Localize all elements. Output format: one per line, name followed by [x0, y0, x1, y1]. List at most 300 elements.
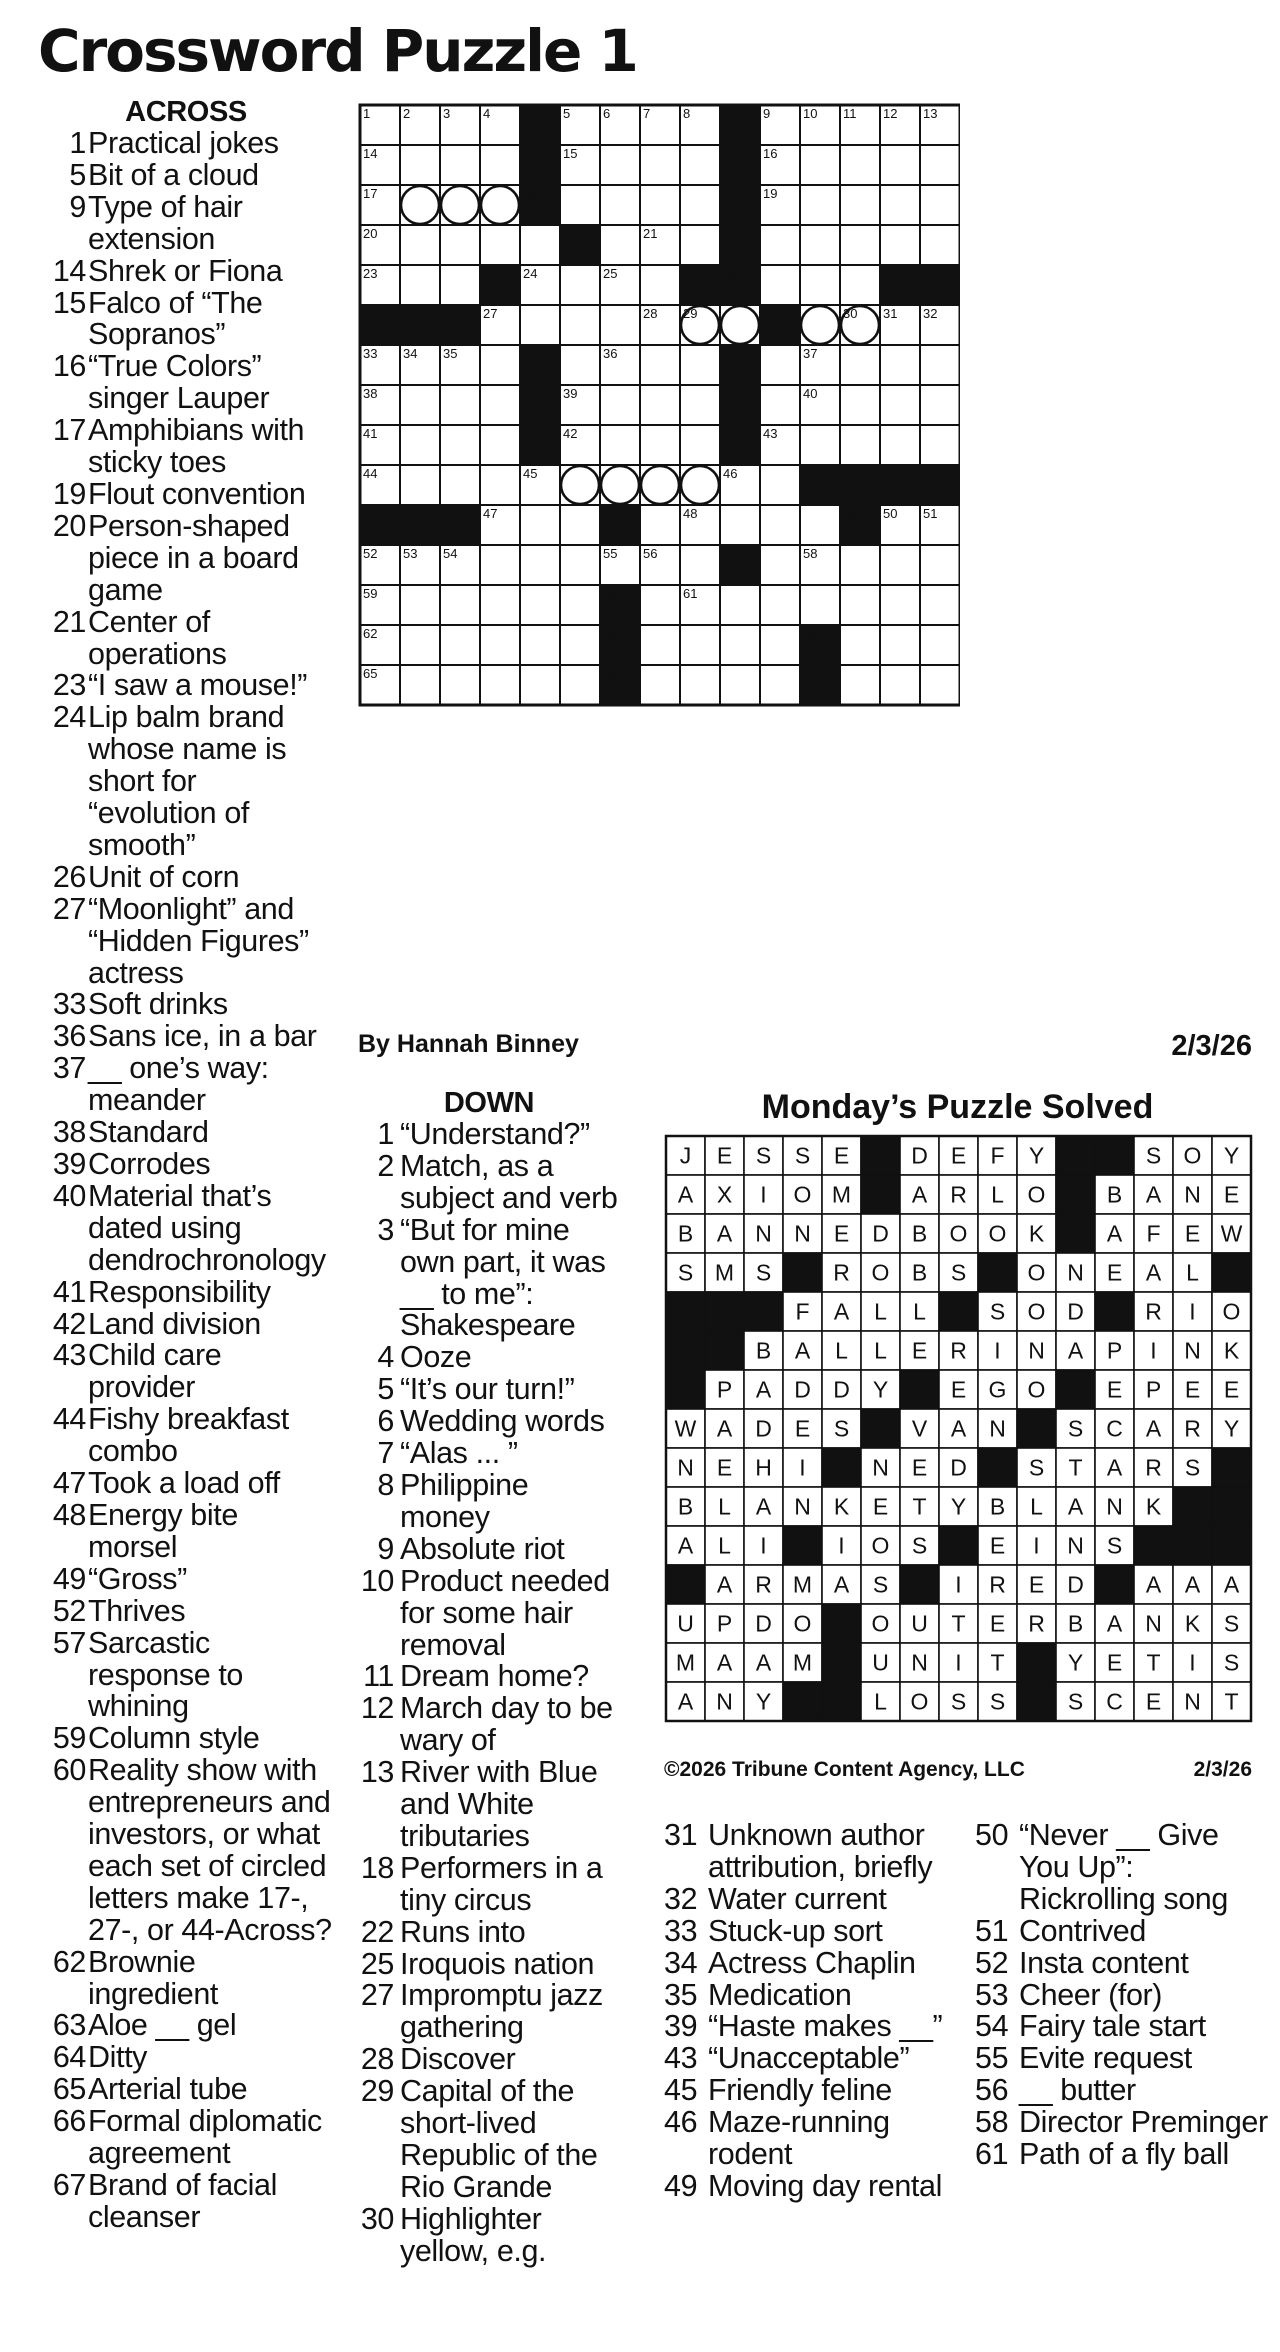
clue-number: 5 [377, 1372, 394, 1407]
grid-cell[interactable] [760, 225, 800, 265]
clue-number: 16 [52, 349, 86, 384]
grid-cell[interactable] [840, 385, 880, 425]
solution-letter: T [1068, 1454, 1083, 1481]
grid-cell[interactable] [880, 625, 920, 665]
grid-cell[interactable] [560, 585, 600, 625]
solution-letter: M [792, 1649, 813, 1676]
grid-cell[interactable] [520, 545, 560, 585]
grid-cell[interactable] [520, 585, 560, 625]
black-square [920, 265, 960, 305]
solution-black-square [1173, 1526, 1212, 1565]
grid-cell[interactable] [480, 385, 520, 425]
clue-across-52 [40, 1593, 332, 1628]
cell-number: 27 [483, 306, 498, 321]
grid-cell[interactable] [640, 625, 680, 665]
solution-letter: I [1189, 1649, 1196, 1676]
solution-letter: N [872, 1454, 889, 1481]
solution-black-square [1017, 1409, 1056, 1448]
solution-letter: S [1028, 1454, 1045, 1481]
clue-number: 28 [360, 2042, 394, 2077]
solution-letter: A [677, 1688, 694, 1715]
clue-number: 66 [52, 2104, 86, 2139]
solution-black-square [1017, 1643, 1056, 1682]
clue-text: “Moonlight” and “Hidden Figures” actress [88, 891, 309, 990]
grid-cell[interactable] [840, 425, 880, 465]
grid-cell[interactable] [440, 625, 480, 665]
cell-number: 54 [443, 546, 458, 561]
solution-letter: E [911, 1454, 928, 1481]
clue-number: 56 [975, 2073, 1009, 2108]
grid-cell[interactable] [760, 265, 800, 305]
solution-letter: N [1184, 1688, 1201, 1715]
solution-black-square [1212, 1526, 1251, 1565]
solution-letter: O [949, 1220, 968, 1247]
grid-cell[interactable] [920, 185, 960, 225]
clue-text: Discover [400, 2042, 516, 2077]
clue-number: 11 [363, 1659, 394, 1694]
grid-cell[interactable] [920, 345, 960, 385]
grid-cell[interactable] [600, 145, 640, 185]
grid-cell[interactable] [920, 585, 960, 625]
clue-text: Cheer (for) [1019, 1977, 1163, 2012]
grid-cell[interactable] [800, 425, 840, 465]
grid-cell[interactable] [560, 545, 600, 585]
grid-cell[interactable] [480, 585, 520, 625]
clue-text: Ooze [400, 1340, 472, 1375]
grid-cell[interactable] [800, 145, 840, 185]
grid-cell[interactable] [640, 385, 680, 425]
grid-cell[interactable] [480, 225, 520, 265]
grid-cell[interactable] [400, 465, 440, 505]
grid-cell[interactable] [680, 225, 720, 265]
clue-number: 29 [360, 2074, 394, 2109]
grid-cell[interactable] [400, 425, 440, 465]
solution-letter: B [911, 1220, 928, 1247]
grid-cell[interactable] [800, 505, 840, 545]
solution-letter: S [1145, 1142, 1162, 1169]
solution-letter: Y [1067, 1649, 1084, 1676]
grid-cell[interactable] [440, 385, 480, 425]
clue-number: 62 [52, 1944, 86, 1979]
grid-cell[interactable] [600, 305, 640, 345]
clue-text: Standard [88, 1115, 209, 1150]
solution-black-square [1212, 1253, 1251, 1292]
grid-cell[interactable] [560, 625, 600, 665]
black-square [360, 505, 400, 545]
grid-cell[interactable] [480, 145, 520, 185]
grid-cell[interactable] [680, 185, 720, 225]
grid-cell[interactable] [520, 505, 560, 545]
solution-letter: C [1106, 1688, 1123, 1715]
solution-letter: N [716, 1688, 733, 1715]
cell-number: 3 [443, 106, 451, 121]
grid-cell[interactable] [440, 665, 480, 705]
clue-text: Child care provider [88, 1338, 222, 1405]
solution-letter: S [989, 1688, 1006, 1715]
grid-cell[interactable] [640, 265, 680, 305]
grid-cell[interactable] [720, 585, 760, 625]
grid-cell[interactable] [800, 585, 840, 625]
grid-cell[interactable] [920, 145, 960, 185]
grid-cell[interactable] [560, 345, 600, 385]
solution-letter: A [833, 1571, 850, 1598]
grid-cell[interactable] [920, 225, 960, 265]
grid-cell[interactable] [640, 145, 680, 185]
grid-cell[interactable] [680, 345, 720, 385]
solution-letter: X [716, 1181, 733, 1208]
grid-cell[interactable] [440, 585, 480, 625]
grid-cell[interactable] [480, 345, 520, 385]
clue-text: Fishy breakfast combo [88, 1402, 289, 1469]
grid-cell[interactable] [880, 425, 920, 465]
cell-number: 39 [563, 386, 578, 401]
grid-cell[interactable] [680, 145, 720, 185]
solution-letter: E [1145, 1688, 1162, 1715]
solution-black-square [666, 1331, 705, 1370]
grid-cell[interactable] [880, 585, 920, 625]
solution-letter: D [911, 1142, 928, 1169]
solution-letter: E [1106, 1376, 1123, 1403]
clue-text: Fairy tale start [1019, 2009, 1206, 2044]
cell-number: 60 [603, 586, 618, 601]
clue-down-cont-b-61 [975, 2139, 1275, 2171]
clue-number: 39 [52, 1147, 86, 1181]
grid-cell[interactable] [880, 145, 920, 185]
clue-across-66 [40, 2106, 332, 2170]
clue-number: 46 [664, 2105, 698, 2140]
clue-text: Reality show with entrepreneurs and investors, or what each set of circled letters make 17-, 27-, or 44-Across? [88, 1753, 332, 1947]
clue-down-cont-a-46 [664, 2107, 964, 2171]
solution-letter: S [950, 1688, 967, 1715]
solution-letter: N [794, 1493, 811, 1520]
solution-letter: R [1145, 1454, 1162, 1481]
solution-black-square [1212, 1448, 1251, 1487]
grid-cell[interactable] [840, 265, 880, 305]
solution-black-square [1056, 1175, 1095, 1214]
clue-number: 24 [52, 700, 86, 735]
cell-number: 23 [363, 266, 378, 281]
solution-letter: F [1146, 1220, 1161, 1247]
cell-number: 13 [923, 106, 938, 121]
solution-letter: A [1106, 1610, 1123, 1637]
solution-letter: S [794, 1142, 811, 1169]
grid-cell[interactable] [640, 505, 680, 545]
cell-number: 1 [363, 106, 371, 121]
clue-across-48 [40, 1497, 332, 1564]
clue-across-26 [40, 859, 332, 894]
clue-down-4 [358, 1342, 620, 1374]
solution-letter: I [760, 1181, 767, 1208]
clue-across-14 [40, 253, 332, 288]
grid-cell[interactable] [560, 265, 600, 305]
grid-cell[interactable] [680, 545, 720, 585]
grid-cell[interactable] [840, 345, 880, 385]
grid-cell[interactable] [440, 425, 480, 465]
solution-letter: Y [1223, 1142, 1240, 1169]
grid-cell[interactable] [520, 625, 560, 665]
clue-number: 40 [52, 1178, 86, 1213]
grid-cell[interactable] [920, 665, 960, 705]
solution-letter: B [677, 1220, 694, 1247]
grid-cell[interactable] [800, 185, 840, 225]
solution-letter: S [1067, 1415, 1084, 1442]
clue-text: Column style [88, 1721, 260, 1756]
clue-across-23 [40, 670, 332, 702]
clue-number: 9 [377, 1531, 394, 1566]
solution-letter: L [874, 1337, 887, 1364]
grid-cell[interactable] [680, 385, 720, 425]
clue-text: Performers in a tiny circus [400, 1850, 603, 1917]
grid-cell[interactable] [800, 225, 840, 265]
solution-black-square [861, 1175, 900, 1214]
solution-letter: A [1106, 1454, 1123, 1481]
clue-number: 55 [975, 2041, 1009, 2076]
grid-cell[interactable] [440, 265, 480, 305]
solution-letter: A [755, 1493, 772, 1520]
clue-across-65 [40, 2074, 332, 2106]
clue-text: “Haste makes __” [708, 2009, 943, 2044]
cell-number: 53 [403, 546, 418, 561]
clue-number: 64 [52, 2040, 86, 2075]
grid-cell[interactable] [600, 225, 640, 265]
cell-number: 11 [843, 106, 857, 121]
grid-cell[interactable] [400, 385, 440, 425]
crossword-grid[interactable] [358, 103, 960, 721]
grid-cell[interactable] [560, 505, 600, 545]
clue-number: 51 [975, 1913, 1009, 1948]
solution-letter: Y [755, 1688, 772, 1715]
cell-number: 19 [763, 186, 778, 201]
grid-cell[interactable] [480, 665, 520, 705]
grid-cell[interactable] [760, 545, 800, 585]
grid-cell[interactable] [920, 425, 960, 465]
grid-cell[interactable] [840, 185, 880, 225]
grid-cell[interactable] [760, 585, 800, 625]
solution-letter: E [1028, 1571, 1045, 1598]
clue-number: 52 [975, 1945, 1009, 1980]
clue-number: 42 [52, 1306, 86, 1341]
cell-number: 4 [483, 106, 491, 121]
clue-down-cont-a-31 [664, 1820, 964, 1884]
grid-cell[interactable] [400, 265, 440, 305]
grid-cell[interactable] [880, 545, 920, 585]
clue-text: “True Colors” singer Lauper [88, 349, 270, 416]
clue-down-9 [358, 1531, 620, 1566]
grid-cell[interactable] [400, 585, 440, 625]
solution-letter: O [1027, 1259, 1046, 1286]
grid-cell[interactable] [600, 185, 640, 225]
grid-cell[interactable] [680, 665, 720, 705]
grid-cell[interactable] [440, 145, 480, 185]
grid-cell[interactable] [520, 665, 560, 705]
grid-cell[interactable] [400, 145, 440, 185]
clue-text: River with Blue and White tributaries [400, 1755, 598, 1853]
solution-letter: N [1028, 1337, 1045, 1364]
solution-black-square [939, 1292, 978, 1331]
clue-text: Falco of “The Sopranos” [88, 285, 263, 352]
grid-cell[interactable] [560, 185, 600, 225]
grid-cell[interactable] [840, 585, 880, 625]
grid-cell[interactable] [640, 345, 680, 385]
down-heading: DOWN [443, 1087, 535, 1119]
solution-letter: K [1223, 1337, 1240, 1364]
solution-letter: L [718, 1493, 731, 1520]
grid-cell[interactable] [640, 425, 680, 465]
grid-cell[interactable] [640, 585, 680, 625]
grid-cell[interactable] [840, 145, 880, 185]
grid-cell[interactable] [480, 625, 520, 665]
solution-black-square [1017, 1682, 1056, 1721]
grid-cell[interactable] [720, 665, 760, 705]
grid-cell[interactable] [840, 545, 880, 585]
clue-across-33 [40, 989, 332, 1021]
clue-text: Path of a fly ball [1019, 2137, 1229, 2172]
solution-letter: A [950, 1415, 967, 1442]
clue-across-44 [40, 1404, 332, 1468]
clue-number: 10 [360, 1563, 394, 1598]
grid-cell[interactable] [480, 465, 520, 505]
grid-cell[interactable] [640, 665, 680, 705]
clue-across-37 [40, 1053, 332, 1117]
grid-cell[interactable] [840, 625, 880, 665]
grid-cell[interactable] [760, 345, 800, 385]
clue-down-30 [358, 2201, 620, 2268]
cell-number: 58 [803, 546, 818, 561]
grid-cell[interactable] [560, 305, 600, 345]
solution-letter: H [755, 1454, 772, 1481]
clue-text: Contrived [1019, 1913, 1146, 1948]
clue-text: “I saw a mouse!” [88, 668, 308, 703]
grid-cell[interactable] [760, 505, 800, 545]
grid-cell[interactable] [400, 225, 440, 265]
clue-text: Center of operations [88, 604, 227, 671]
solution-letter: B [989, 1493, 1006, 1520]
grid-cell[interactable] [600, 425, 640, 465]
clue-number: 50 [975, 1818, 1009, 1852]
cell-number: 43 [763, 426, 778, 441]
clue-text: Amphibians with sticky toes [88, 413, 305, 480]
grid-cell[interactable] [760, 465, 800, 505]
clue-down-18 [358, 1850, 620, 1917]
clue-across-27 [40, 891, 332, 990]
black-square [880, 265, 920, 305]
grid-cell[interactable] [560, 665, 600, 705]
clue-text: __ butter [1019, 2073, 1136, 2108]
grid-cell[interactable] [400, 665, 440, 705]
clue-across-24 [40, 702, 332, 862]
clue-down-cont-b-53 [975, 1977, 1275, 2012]
clue-across-60 [40, 1755, 332, 1946]
solution-black-square [1095, 1565, 1134, 1604]
grid-cell[interactable] [760, 665, 800, 705]
cell-number: 21 [643, 226, 658, 241]
solution-letter: A [1145, 1571, 1162, 1598]
clue-text: Unknown author attribution, briefly [708, 1818, 933, 1884]
cell-number: 2 [403, 106, 411, 121]
cell-number: 5 [563, 106, 571, 121]
down-clue-list [358, 1119, 620, 2268]
solution-letter: D [950, 1454, 967, 1481]
grid-cell[interactable] [760, 625, 800, 665]
grid-cell[interactable] [480, 545, 520, 585]
grid-cell[interactable] [920, 385, 960, 425]
grid-cell[interactable] [440, 225, 480, 265]
solution-letter: T [1224, 1688, 1239, 1715]
clue-number: 4 [377, 1340, 394, 1375]
cell-number: 37 [803, 346, 818, 361]
cell-number: 45 [523, 466, 538, 481]
solution-letter: S [1106, 1532, 1123, 1559]
solution-letter: S [989, 1298, 1006, 1325]
clue-text: “Unacceptable” [708, 2041, 910, 2076]
grid-cell[interactable] [920, 625, 960, 665]
clue-text: Wedding words [400, 1404, 605, 1439]
clue-down-29 [358, 2076, 620, 2204]
clue-text: Aloe __ gel [88, 2008, 237, 2043]
solution-letter: E [872, 1493, 889, 1520]
grid-cell[interactable] [880, 385, 920, 425]
grid-cell[interactable] [520, 305, 560, 345]
solution-letter: L [718, 1532, 731, 1559]
clue-across-1 [40, 128, 332, 160]
clue-number: 26 [52, 859, 86, 894]
clue-text: Evite request [1019, 2041, 1192, 2076]
solution-letter: L [913, 1298, 926, 1325]
grid-cell[interactable] [440, 465, 480, 505]
clue-across-42 [40, 1306, 332, 1341]
grid-cell[interactable] [920, 545, 960, 585]
grid-cell[interactable] [880, 345, 920, 385]
across-heading: ACROSS [125, 96, 247, 128]
solution-letter: M [792, 1571, 813, 1598]
solution-letter: A [677, 1532, 694, 1559]
solution-letter: U [911, 1610, 928, 1637]
cell-number: 15 [563, 146, 578, 161]
grid-cell[interactable] [880, 225, 920, 265]
solution-letter: D [755, 1415, 772, 1442]
grid-cell[interactable] [720, 625, 760, 665]
grid-cell[interactable] [400, 625, 440, 665]
grid-cell[interactable] [800, 265, 840, 305]
solution-black-square [783, 1526, 822, 1565]
grid-cell[interactable] [880, 665, 920, 705]
grid-cell[interactable] [480, 425, 520, 465]
solution-letter: W [1220, 1220, 1243, 1247]
grid-cell[interactable] [680, 625, 720, 665]
clue-down-25 [358, 1946, 620, 1981]
clue-text: March day to be wary of [400, 1691, 613, 1758]
solution-letter: D [755, 1610, 772, 1637]
grid-cell[interactable] [600, 385, 640, 425]
cell-number: 61 [683, 586, 698, 601]
cell-number: 9 [763, 106, 771, 121]
grid-cell[interactable] [720, 505, 760, 545]
solution-letter: E [1223, 1181, 1240, 1208]
solution-letter: S [950, 1259, 967, 1286]
clue-down-1 [358, 1119, 620, 1151]
solution-letter: A [1067, 1493, 1084, 1520]
grid-cell[interactable] [760, 385, 800, 425]
grid-cell[interactable] [840, 225, 880, 265]
grid-cell[interactable] [640, 185, 680, 225]
grid-cell[interactable] [680, 425, 720, 465]
across-clues [40, 96, 332, 2234]
grid-cell[interactable] [840, 665, 880, 705]
grid-cell[interactable] [520, 225, 560, 265]
solution-letter: N [755, 1220, 772, 1247]
grid-cell[interactable] [880, 185, 920, 225]
solution-black-square [822, 1604, 861, 1643]
